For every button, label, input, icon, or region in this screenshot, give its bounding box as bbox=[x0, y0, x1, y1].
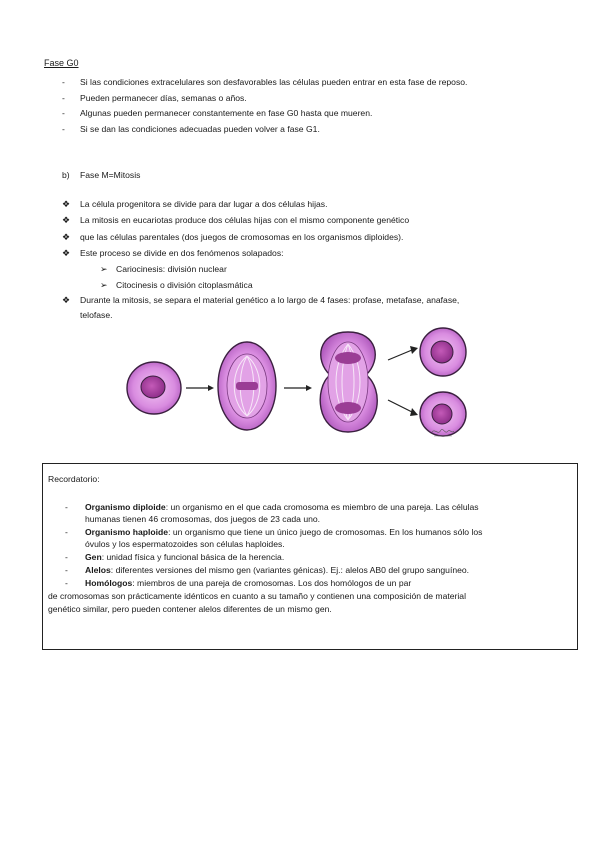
diamond-bullet-icon: ❖ bbox=[62, 232, 71, 242]
list-item-continuation: telofase. bbox=[80, 310, 113, 320]
arrow-icon bbox=[388, 400, 418, 416]
diamond-bullet-icon: ❖ bbox=[62, 248, 71, 258]
diamond-bullet-icon: ❖ bbox=[62, 215, 71, 225]
diamond-bullet-icon: ❖ bbox=[62, 199, 71, 209]
diamond-bullet-icon: ❖ bbox=[62, 295, 71, 305]
mitosis-diagram bbox=[120, 320, 480, 438]
daughter-cell bbox=[420, 328, 466, 376]
interphase-cell bbox=[127, 362, 181, 414]
arrow-icon bbox=[186, 385, 214, 391]
box-title: Recordatorio: bbox=[48, 474, 100, 484]
metaphase-cell bbox=[218, 342, 276, 430]
arrowhead-bullet-icon: ➢ bbox=[100, 280, 108, 290]
section-title-fase-m: b) Fase M=Mitosis bbox=[62, 170, 141, 180]
anaphase-cell bbox=[320, 332, 377, 432]
arrow-icon bbox=[388, 346, 418, 360]
text-line: de cromosomas son prácticamente idénticos en cuanto a su tamaño y contienen una composición de material bbox=[48, 591, 466, 601]
arrow-icon bbox=[284, 385, 312, 391]
text-line: genético similar, pero pueden contener alelos diferentes de un mismo gen. bbox=[48, 604, 332, 614]
daughter-cell bbox=[420, 392, 466, 436]
arrowhead-bullet-icon: ➢ bbox=[100, 264, 108, 274]
recordatorio-box: Recordatorio: - Organismo diploide: un organismo en el que cada cromosoma es miembro de una pareja. Las células humanas tienen 46 cromosomas, dos juegos de 23 cada uno. - Organismo haploide: un organismo que tiene un único juego de cromosomas. En los humanos sólo los óvulos y los espermatozoides son células haploides. - Gen: unidad física y funcional básica de la herencia. - Alelos: diferentes versiones del mismo gen (variantes génicas). Ej.: alelos AB0 del grupo sanguíneo. - Homólogos: miembros de una pareja de cromosomas. Los dos homólogos de un par de cromosomas son prácticamente idénticos en cuanto a su tamaño y contienen una composición de material genético similar, pero pueden contener alelos diferentes de un mismo gen. bbox=[42, 463, 578, 650]
section-title-fase-g0: Fase G0 bbox=[44, 58, 79, 68]
